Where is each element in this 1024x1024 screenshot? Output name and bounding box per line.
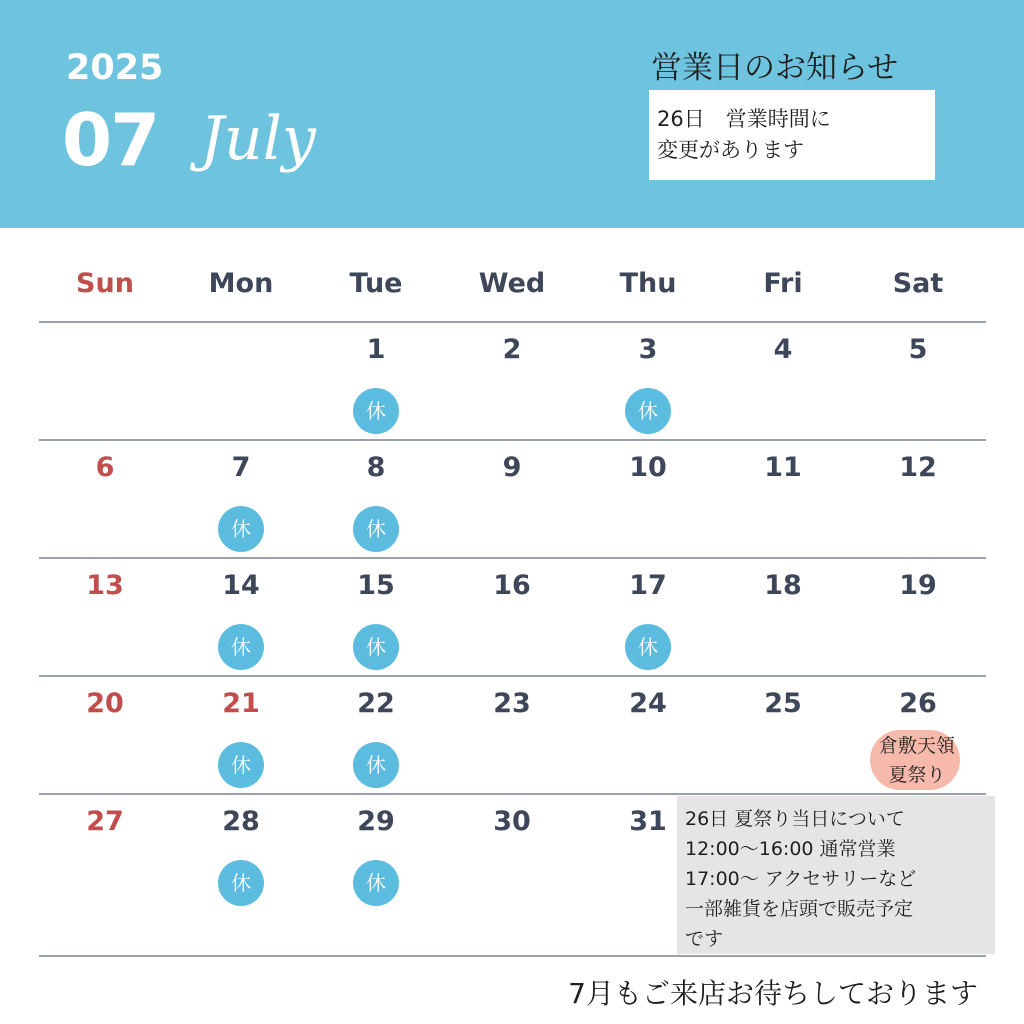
weekday-mon: Mon <box>208 268 274 299</box>
day-6: 6 <box>95 452 115 483</box>
closed-badge: 休 <box>353 742 399 788</box>
closed-badge: 休 <box>218 742 264 788</box>
row-divider <box>39 557 986 559</box>
day-3: 3 <box>638 334 658 365</box>
row-divider <box>39 321 986 323</box>
day-19: 19 <box>899 570 937 601</box>
day-5: 5 <box>908 334 928 365</box>
month-number: 07 <box>62 98 159 182</box>
closed-badge: 休 <box>353 506 399 552</box>
day-8: 8 <box>366 452 386 483</box>
day-25: 25 <box>764 688 802 719</box>
day-4: 4 <box>773 334 793 365</box>
row-divider <box>39 439 986 441</box>
weekday-sat: Sat <box>892 268 944 299</box>
day-13: 13 <box>86 570 124 601</box>
day-16: 16 <box>493 570 531 601</box>
closed-badge: 休 <box>353 388 399 434</box>
day-20: 20 <box>86 688 124 719</box>
notice-title: 営業日のお知らせ <box>651 50 899 86</box>
day-22: 22 <box>357 688 395 719</box>
closed-badge: 休 <box>625 624 671 670</box>
day-18: 18 <box>764 570 802 601</box>
day-11: 11 <box>764 452 802 483</box>
closed-badge: 休 <box>218 624 264 670</box>
day-28: 28 <box>222 806 260 837</box>
closed-badge: 休 <box>353 624 399 670</box>
notice-text: 26日 営業時間に 変更があります <box>657 107 831 162</box>
day-1: 1 <box>366 334 386 365</box>
day-17: 17 <box>629 570 667 601</box>
closed-badge: 休 <box>218 860 264 906</box>
day-30: 30 <box>493 806 531 837</box>
weekday-fri: Fri <box>763 268 803 299</box>
day-21: 21 <box>222 688 260 719</box>
notice-box <box>649 90 935 180</box>
calendar-header <box>0 0 1024 228</box>
row-divider <box>39 675 986 677</box>
weekday-tue: Tue <box>349 268 403 299</box>
info-text: 26日 夏祭り当日について 12:00〜16:00 通常営業 17:00〜 アクセサリーなど 一部雑貨を店頭で販売予定 です <box>685 808 917 950</box>
year-label: 2025 <box>66 48 164 88</box>
closed-badge: 休 <box>218 506 264 552</box>
day-2: 2 <box>502 334 522 365</box>
day-31: 31 <box>629 806 667 837</box>
day-29: 29 <box>357 806 395 837</box>
row-divider <box>39 955 986 957</box>
day-23: 23 <box>493 688 531 719</box>
weekday-wed: Wed <box>478 268 546 299</box>
day-7: 7 <box>231 452 251 483</box>
info-box <box>677 796 995 954</box>
festival-label: 倉敷天領 夏祭り <box>878 735 955 786</box>
day-12: 12 <box>899 452 937 483</box>
day-10: 10 <box>629 452 667 483</box>
weekday-sun: Sun <box>76 268 134 299</box>
row-divider <box>39 793 986 795</box>
closed-badge: 休 <box>625 388 671 434</box>
closed-badge: 休 <box>353 860 399 906</box>
day-9: 9 <box>502 452 522 483</box>
weekday-thu: Thu <box>619 268 677 299</box>
month-name-script: July <box>200 104 316 174</box>
day-27: 27 <box>86 806 124 837</box>
day-24: 24 <box>629 688 667 719</box>
footer-message: 7月もご来店お待ちしております <box>568 977 978 1010</box>
day-26: 26 <box>899 688 937 719</box>
day-15: 15 <box>357 570 395 601</box>
day-14: 14 <box>222 570 260 601</box>
